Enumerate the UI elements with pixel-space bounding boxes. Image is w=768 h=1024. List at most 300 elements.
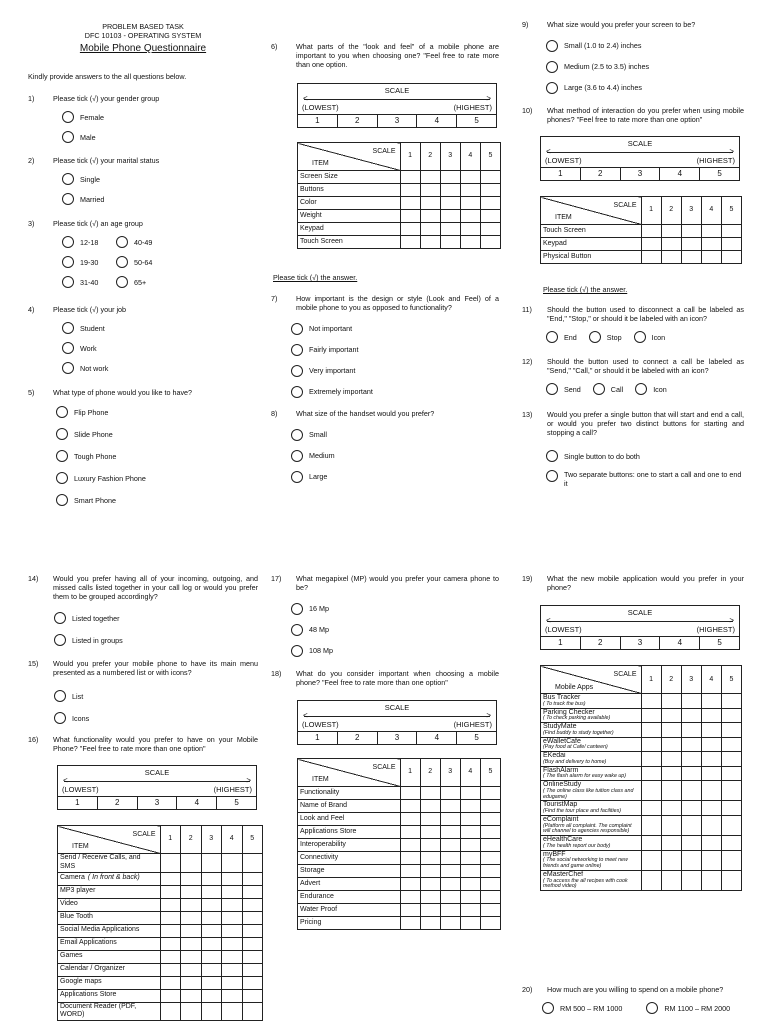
- rating-cell[interactable]: [480, 210, 500, 223]
- rating-cell[interactable]: [222, 950, 243, 963]
- rating-cell[interactable]: [641, 225, 661, 238]
- radio-circle-icon[interactable]: [62, 276, 74, 288]
- q5-option-luxury[interactable]: Luxury Fashion Phone: [56, 467, 258, 489]
- rating-cell[interactable]: [242, 898, 263, 911]
- rating-cell[interactable]: [701, 251, 721, 264]
- radio-circle-icon[interactable]: [291, 624, 303, 636]
- rating-cell[interactable]: [440, 839, 460, 852]
- rating-cell[interactable]: [721, 850, 741, 870]
- rating-cell[interactable]: [701, 815, 721, 835]
- rating-cell[interactable]: [181, 872, 202, 885]
- rating-cell[interactable]: [681, 836, 701, 851]
- q8-option-small[interactable]: Small: [291, 424, 499, 445]
- q2-option-single[interactable]: Single: [62, 169, 258, 189]
- rating-cell[interactable]: [460, 826, 480, 839]
- rating-cell[interactable]: [681, 781, 701, 801]
- radio-circle-icon[interactable]: [62, 236, 74, 248]
- rating-cell[interactable]: [480, 171, 500, 184]
- rating-cell[interactable]: [721, 766, 741, 781]
- radio-circle-icon[interactable]: [546, 82, 558, 94]
- rating-cell[interactable]: [440, 904, 460, 917]
- rating-cell[interactable]: [661, 766, 681, 781]
- q17-option-108mp[interactable]: 108 Mp: [291, 640, 499, 661]
- rating-cell[interactable]: [440, 236, 460, 249]
- radio-circle-icon[interactable]: [62, 362, 74, 374]
- rating-cell[interactable]: [420, 197, 440, 210]
- radio-circle-icon[interactable]: [291, 450, 303, 462]
- rating-cell[interactable]: [181, 963, 202, 976]
- rating-cell[interactable]: [641, 708, 661, 723]
- q2-option-married[interactable]: Married: [62, 189, 258, 209]
- rating-cell[interactable]: [460, 197, 480, 210]
- rating-cell[interactable]: [641, 251, 661, 264]
- radio-circle-icon[interactable]: [291, 603, 303, 615]
- radio-circle-icon[interactable]: [635, 383, 647, 395]
- rating-cell[interactable]: [400, 904, 420, 917]
- rating-cell[interactable]: [661, 836, 681, 851]
- rating-cell[interactable]: [420, 865, 440, 878]
- rating-cell[interactable]: [400, 852, 420, 865]
- q9-option-large[interactable]: Large (3.6 to 4.4) inches: [546, 77, 744, 98]
- radio-circle-icon[interactable]: [291, 386, 303, 398]
- radio-circle-icon[interactable]: [291, 323, 303, 335]
- rating-cell[interactable]: [480, 787, 500, 800]
- rating-cell[interactable]: [701, 708, 721, 723]
- rating-cell[interactable]: [701, 752, 721, 767]
- rating-cell[interactable]: [661, 850, 681, 870]
- rating-cell[interactable]: [460, 236, 480, 249]
- rating-cell[interactable]: [661, 870, 681, 890]
- rating-cell[interactable]: [460, 904, 480, 917]
- rating-cell[interactable]: [201, 976, 222, 989]
- rating-cell[interactable]: [160, 924, 181, 937]
- rating-cell[interactable]: [440, 171, 460, 184]
- rating-cell[interactable]: [201, 937, 222, 950]
- rating-cell[interactable]: [420, 184, 440, 197]
- rating-cell[interactable]: [440, 865, 460, 878]
- rating-cell[interactable]: [641, 781, 661, 801]
- rating-cell[interactable]: [460, 223, 480, 236]
- q1-option-male[interactable]: Male: [62, 127, 258, 147]
- rating-cell[interactable]: [480, 197, 500, 210]
- rating-cell[interactable]: [400, 210, 420, 223]
- radio-circle-icon[interactable]: [589, 331, 601, 343]
- radio-circle-icon[interactable]: [56, 472, 68, 484]
- rating-cell[interactable]: [242, 963, 263, 976]
- rating-cell[interactable]: [201, 1002, 222, 1021]
- rating-cell[interactable]: [641, 694, 661, 709]
- rating-cell[interactable]: [201, 898, 222, 911]
- q4-option-work[interactable]: Work: [62, 338, 258, 358]
- rating-cell[interactable]: [222, 854, 243, 873]
- radio-circle-icon[interactable]: [116, 236, 128, 248]
- radio-circle-icon[interactable]: [291, 645, 303, 657]
- rating-cell[interactable]: [701, 694, 721, 709]
- q3-option-65[interactable]: 65+: [116, 272, 176, 292]
- rating-cell[interactable]: [681, 694, 701, 709]
- rating-cell[interactable]: [400, 184, 420, 197]
- rating-cell[interactable]: [681, 870, 701, 890]
- radio-circle-icon[interactable]: [62, 131, 74, 143]
- rating-cell[interactable]: [641, 801, 661, 816]
- rating-cell[interactable]: [460, 878, 480, 891]
- rating-cell[interactable]: [661, 251, 681, 264]
- rating-cell[interactable]: [181, 885, 202, 898]
- radio-circle-icon[interactable]: [62, 111, 74, 123]
- radio-circle-icon[interactable]: [54, 690, 66, 702]
- rating-cell[interactable]: [400, 813, 420, 826]
- rating-cell[interactable]: [641, 737, 661, 752]
- rating-cell[interactable]: [242, 976, 263, 989]
- rating-cell[interactable]: [420, 223, 440, 236]
- rating-cell[interactable]: [420, 210, 440, 223]
- rating-cell[interactable]: [400, 865, 420, 878]
- radio-circle-icon[interactable]: [291, 365, 303, 377]
- radio-circle-icon[interactable]: [54, 634, 66, 646]
- rating-cell[interactable]: [181, 924, 202, 937]
- rating-cell[interactable]: [721, 694, 741, 709]
- rating-cell[interactable]: [222, 924, 243, 937]
- q5-option-flip[interactable]: Flip Phone: [56, 401, 258, 423]
- radio-circle-icon[interactable]: [593, 383, 605, 395]
- rating-cell[interactable]: [721, 225, 741, 238]
- rating-cell[interactable]: [721, 723, 741, 738]
- rating-cell[interactable]: [440, 891, 460, 904]
- rating-cell[interactable]: [400, 171, 420, 184]
- rating-cell[interactable]: [460, 865, 480, 878]
- rating-cell[interactable]: [721, 815, 741, 835]
- rating-cell[interactable]: [681, 723, 701, 738]
- radio-circle-icon[interactable]: [546, 331, 558, 343]
- rating-cell[interactable]: [661, 801, 681, 816]
- q7-option-very[interactable]: Very important: [291, 360, 499, 381]
- radio-circle-icon[interactable]: [62, 322, 74, 334]
- radio-circle-icon[interactable]: [116, 276, 128, 288]
- q7-option-extremely[interactable]: Extremely important: [291, 381, 499, 402]
- rating-cell[interactable]: [222, 872, 243, 885]
- rating-cell[interactable]: [681, 801, 701, 816]
- radio-circle-icon[interactable]: [646, 1002, 658, 1014]
- rating-cell[interactable]: [460, 917, 480, 930]
- q5-option-tough[interactable]: Tough Phone: [56, 445, 258, 467]
- radio-circle-icon[interactable]: [542, 1002, 554, 1014]
- rating-cell[interactable]: [440, 813, 460, 826]
- rating-cell[interactable]: [480, 800, 500, 813]
- q4-option-not-work[interactable]: Not work: [62, 358, 258, 378]
- rating-cell[interactable]: [222, 1002, 243, 1021]
- rating-cell[interactable]: [420, 787, 440, 800]
- q11-option-icon[interactable]: Icon: [634, 327, 666, 347]
- radio-circle-icon[interactable]: [56, 406, 68, 418]
- q14-option-groups[interactable]: Listed in groups: [54, 629, 258, 651]
- rating-cell[interactable]: [661, 723, 681, 738]
- rating-cell[interactable]: [681, 225, 701, 238]
- q9-option-small[interactable]: Small (1.0 to 2.4) inches: [546, 35, 744, 56]
- q12-option-icon[interactable]: Icon: [635, 379, 667, 399]
- rating-cell[interactable]: [721, 737, 741, 752]
- rating-cell[interactable]: [420, 891, 440, 904]
- q11-option-stop[interactable]: Stop: [589, 327, 622, 347]
- rating-cell[interactable]: [181, 976, 202, 989]
- rating-cell[interactable]: [242, 872, 263, 885]
- rating-cell[interactable]: [641, 850, 661, 870]
- radio-circle-icon[interactable]: [291, 344, 303, 356]
- q9-option-medium[interactable]: Medium (2.5 to 3.5) inches: [546, 56, 744, 77]
- rating-cell[interactable]: [440, 223, 460, 236]
- rating-cell[interactable]: [420, 852, 440, 865]
- rating-cell[interactable]: [641, 815, 661, 835]
- rating-cell[interactable]: [201, 885, 222, 898]
- rating-cell[interactable]: [201, 924, 222, 937]
- rating-cell[interactable]: [721, 781, 741, 801]
- rating-cell[interactable]: [420, 839, 440, 852]
- q4-option-student[interactable]: Student: [62, 318, 258, 338]
- q8-option-large[interactable]: Large: [291, 466, 499, 487]
- rating-cell[interactable]: [440, 787, 460, 800]
- rating-cell[interactable]: [400, 878, 420, 891]
- rating-cell[interactable]: [701, 836, 721, 851]
- rating-cell[interactable]: [201, 963, 222, 976]
- rating-cell[interactable]: [420, 236, 440, 249]
- q1-option-female[interactable]: Female: [62, 107, 258, 127]
- rating-cell[interactable]: [201, 989, 222, 1002]
- rating-cell[interactable]: [420, 917, 440, 930]
- rating-cell[interactable]: [400, 839, 420, 852]
- radio-circle-icon[interactable]: [546, 450, 558, 462]
- rating-cell[interactable]: [440, 826, 460, 839]
- rating-cell[interactable]: [701, 870, 721, 890]
- radio-circle-icon[interactable]: [634, 331, 646, 343]
- rating-cell[interactable]: [661, 752, 681, 767]
- q17-option-48mp[interactable]: 48 Mp: [291, 619, 499, 640]
- rating-cell[interactable]: [440, 800, 460, 813]
- rating-cell[interactable]: [721, 238, 741, 251]
- rating-cell[interactable]: [661, 708, 681, 723]
- rating-cell[interactable]: [440, 917, 460, 930]
- rating-cell[interactable]: [242, 937, 263, 950]
- rating-cell[interactable]: [480, 813, 500, 826]
- radio-circle-icon[interactable]: [56, 428, 68, 440]
- rating-cell[interactable]: [681, 850, 701, 870]
- rating-cell[interactable]: [480, 826, 500, 839]
- rating-cell[interactable]: [440, 184, 460, 197]
- rating-cell[interactable]: [222, 885, 243, 898]
- rating-cell[interactable]: [222, 937, 243, 950]
- rating-cell[interactable]: [701, 850, 721, 870]
- rating-cell[interactable]: [460, 852, 480, 865]
- radio-circle-icon[interactable]: [291, 429, 303, 441]
- rating-cell[interactable]: [460, 891, 480, 904]
- rating-cell[interactable]: [701, 766, 721, 781]
- q15-option-list[interactable]: List: [54, 685, 258, 707]
- rating-cell[interactable]: [160, 854, 181, 873]
- q7-option-not-important[interactable]: Not important: [291, 318, 499, 339]
- q3-option-31-40[interactable]: 31-40: [62, 272, 116, 292]
- rating-cell[interactable]: [222, 963, 243, 976]
- rating-cell[interactable]: [420, 813, 440, 826]
- rating-cell[interactable]: [480, 865, 500, 878]
- q3-option-12-18[interactable]: 12-18: [62, 232, 116, 252]
- radio-circle-icon[interactable]: [62, 342, 74, 354]
- rating-cell[interactable]: [460, 787, 480, 800]
- rating-cell[interactable]: [641, 752, 661, 767]
- q12-option-send[interactable]: Send: [546, 379, 581, 399]
- radio-circle-icon[interactable]: [56, 494, 68, 506]
- rating-cell[interactable]: [440, 878, 460, 891]
- rating-cell[interactable]: [222, 911, 243, 924]
- rating-cell[interactable]: [160, 963, 181, 976]
- rating-cell[interactable]: [721, 708, 741, 723]
- rating-cell[interactable]: [420, 826, 440, 839]
- rating-cell[interactable]: [201, 872, 222, 885]
- rating-cell[interactable]: [181, 898, 202, 911]
- rating-cell[interactable]: [201, 854, 222, 873]
- q11-option-end[interactable]: End: [546, 327, 577, 347]
- rating-cell[interactable]: [681, 752, 701, 767]
- q5-option-smart[interactable]: Smart Phone: [56, 489, 258, 511]
- radio-circle-icon[interactable]: [546, 61, 558, 73]
- rating-cell[interactable]: [701, 801, 721, 816]
- rating-cell[interactable]: [701, 781, 721, 801]
- rating-cell[interactable]: [480, 917, 500, 930]
- rating-cell[interactable]: [181, 989, 202, 1002]
- rating-cell[interactable]: [460, 184, 480, 197]
- q8-option-medium[interactable]: Medium: [291, 445, 499, 466]
- radio-circle-icon[interactable]: [62, 173, 74, 185]
- rating-cell[interactable]: [681, 737, 701, 752]
- rating-cell[interactable]: [480, 839, 500, 852]
- q15-option-icons[interactable]: Icons: [54, 707, 258, 729]
- rating-cell[interactable]: [201, 950, 222, 963]
- rating-cell[interactable]: [641, 766, 661, 781]
- q3-option-40-49[interactable]: 40-49: [116, 232, 176, 252]
- rating-cell[interactable]: [400, 800, 420, 813]
- rating-cell[interactable]: [242, 1002, 263, 1021]
- rating-cell[interactable]: [641, 723, 661, 738]
- rating-cell[interactable]: [681, 815, 701, 835]
- rating-cell[interactable]: [641, 836, 661, 851]
- radio-circle-icon[interactable]: [291, 471, 303, 483]
- rating-cell[interactable]: [420, 878, 440, 891]
- rating-cell[interactable]: [160, 950, 181, 963]
- rating-cell[interactable]: [181, 937, 202, 950]
- rating-cell[interactable]: [480, 223, 500, 236]
- rating-cell[interactable]: [420, 904, 440, 917]
- rating-cell[interactable]: [400, 891, 420, 904]
- rating-cell[interactable]: [701, 238, 721, 251]
- rating-cell[interactable]: [661, 694, 681, 709]
- radio-circle-icon[interactable]: [54, 612, 66, 624]
- radio-circle-icon[interactable]: [546, 40, 558, 52]
- rating-cell[interactable]: [181, 854, 202, 873]
- q14-option-together[interactable]: Listed together: [54, 607, 258, 629]
- radio-circle-icon[interactable]: [54, 712, 66, 724]
- rating-cell[interactable]: [641, 238, 661, 251]
- rating-cell[interactable]: [460, 813, 480, 826]
- q13-option-two[interactable]: Two separate buttons: one to start a call and one to end it: [546, 467, 744, 491]
- rating-cell[interactable]: [201, 911, 222, 924]
- rating-cell[interactable]: [222, 976, 243, 989]
- rating-cell[interactable]: [160, 976, 181, 989]
- rating-cell[interactable]: [160, 989, 181, 1002]
- rating-cell[interactable]: [160, 872, 181, 885]
- rating-cell[interactable]: [242, 989, 263, 1002]
- rating-cell[interactable]: [440, 210, 460, 223]
- q3-option-50-64[interactable]: 50-64: [116, 252, 176, 272]
- rating-cell[interactable]: [242, 950, 263, 963]
- rating-cell[interactable]: [721, 251, 741, 264]
- rating-cell[interactable]: [480, 852, 500, 865]
- rating-cell[interactable]: [400, 826, 420, 839]
- rating-cell[interactable]: [160, 911, 181, 924]
- rating-cell[interactable]: [400, 197, 420, 210]
- rating-cell[interactable]: [721, 752, 741, 767]
- q5-option-slide[interactable]: Slide Phone: [56, 423, 258, 445]
- rating-cell[interactable]: [400, 236, 420, 249]
- rating-cell[interactable]: [721, 801, 741, 816]
- rating-cell[interactable]: [681, 251, 701, 264]
- q3-option-19-30[interactable]: 19-30: [62, 252, 116, 272]
- rating-cell[interactable]: [460, 800, 480, 813]
- rating-cell[interactable]: [661, 781, 681, 801]
- rating-cell[interactable]: [701, 723, 721, 738]
- rating-cell[interactable]: [242, 911, 263, 924]
- rating-cell[interactable]: [160, 885, 181, 898]
- rating-cell[interactable]: [480, 184, 500, 197]
- rating-cell[interactable]: [460, 171, 480, 184]
- radio-circle-icon[interactable]: [546, 383, 558, 395]
- rating-cell[interactable]: [661, 815, 681, 835]
- rating-cell[interactable]: [480, 904, 500, 917]
- q13-option-single[interactable]: Single button to do both: [546, 445, 744, 467]
- rating-cell[interactable]: [661, 737, 681, 752]
- rating-cell[interactable]: [701, 737, 721, 752]
- rating-cell[interactable]: [400, 917, 420, 930]
- rating-cell[interactable]: [721, 870, 741, 890]
- rating-cell[interactable]: [242, 885, 263, 898]
- q20-option-500-1000[interactable]: RM 500 – RM 1000: [542, 998, 622, 1018]
- rating-cell[interactable]: [160, 898, 181, 911]
- rating-cell[interactable]: [420, 171, 440, 184]
- rating-cell[interactable]: [480, 236, 500, 249]
- rating-cell[interactable]: [661, 238, 681, 251]
- rating-cell[interactable]: [681, 766, 701, 781]
- radio-circle-icon[interactable]: [56, 450, 68, 462]
- rating-cell[interactable]: [181, 1002, 202, 1021]
- rating-cell[interactable]: [681, 708, 701, 723]
- rating-cell[interactable]: [460, 839, 480, 852]
- q17-option-16mp[interactable]: 16 Mp: [291, 598, 499, 619]
- rating-cell[interactable]: [721, 836, 741, 851]
- rating-cell[interactable]: [242, 924, 263, 937]
- radio-circle-icon[interactable]: [62, 193, 74, 205]
- rating-cell[interactable]: [160, 1002, 181, 1021]
- rating-cell[interactable]: [222, 898, 243, 911]
- q7-option-fairly[interactable]: Fairly important: [291, 339, 499, 360]
- q20-option-1100-2000[interactable]: RM 1100 – RM 2000: [646, 998, 730, 1018]
- rating-cell[interactable]: [400, 787, 420, 800]
- rating-cell[interactable]: [641, 870, 661, 890]
- rating-cell[interactable]: [160, 937, 181, 950]
- rating-cell[interactable]: [480, 891, 500, 904]
- rating-cell[interactable]: [181, 911, 202, 924]
- rating-cell[interactable]: [681, 238, 701, 251]
- rating-cell[interactable]: [661, 225, 681, 238]
- rating-cell[interactable]: [701, 225, 721, 238]
- rating-cell[interactable]: [242, 854, 263, 873]
- rating-cell[interactable]: [480, 878, 500, 891]
- rating-cell[interactable]: [400, 223, 420, 236]
